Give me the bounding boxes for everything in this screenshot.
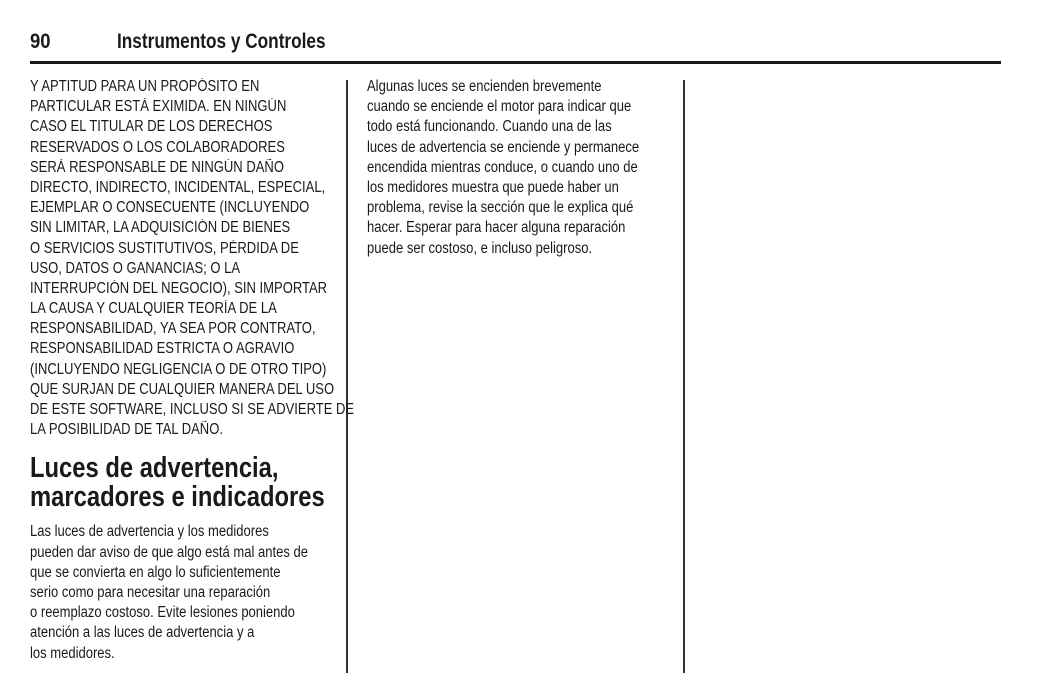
text-line: Algunas luces se encienden brevemente (367, 78, 602, 95)
text-line: DE ESTE SOFTWARE, INCLUSO SI SE ADVIERTE DE (30, 401, 355, 418)
text-line: INTERRUPCIÓN DEL NEGOCIO), SIN IMPORTAR (30, 279, 328, 297)
text-line: Y APTITUD PARA UN PROPÓSITO EN (30, 78, 260, 95)
text-line: encendida mientras conduce, o cuando uno de (367, 158, 638, 176)
text-line: los medidores muestra que puede haber un (367, 178, 619, 196)
intro-paragraph (30, 522, 416, 663)
text-line: hacer. Esperar para hacer alguna reparación (367, 219, 626, 237)
text-line: CASO EL TITULAR DE LOS DERECHOS (30, 118, 273, 136)
text-line: LA CAUSA Y CUALQUIER TEORÍA DE LA (30, 300, 277, 318)
text-line: USO, DATOS O GANANCIAS; O LA (30, 259, 241, 277)
text-line: SIN LIMITAR, LA ADQUISICIÓN DE BIENES (30, 219, 291, 237)
text-line: cuando se enciende el motor para indicar que (367, 98, 632, 116)
text-line: Las luces de advertencia y los medidores (30, 523, 269, 541)
text-line: QUE SURJAN DE CUALQUIER MANERA DEL USO (30, 380, 335, 398)
text-line: o reemplazo costoso. Evite lesiones poniendo (30, 604, 295, 622)
text-line: puede ser costoso, e incluso peligroso. (367, 239, 593, 257)
middle-paragraph (367, 77, 691, 259)
text-line: Luces de advertencia, (30, 452, 279, 485)
text-line: DIRECTO, INDIRECTO, INCIDENTAL, ESPECIAL, (30, 178, 326, 196)
text-line: LA POSIBILIDAD DE TAL DAÑO. (30, 421, 223, 439)
text-line: luces de advertencia se enciende y permanece (367, 138, 640, 156)
text-line: SERÁ RESPONSABLE DE NINGÚN DAÑO (30, 158, 284, 176)
text-line: marcadores e indicadores (30, 481, 325, 514)
text-line: que se convierta en algo lo suficientemente (30, 563, 281, 581)
text-line: pueden dar aviso de que algo está mal antes de (30, 543, 308, 561)
page-number: 90 (30, 30, 51, 53)
left-column (30, 77, 416, 664)
text-line: todo está funcionando. Cuando una de las (367, 118, 612, 136)
text-line: O SERVICIOS SUSTITUTIVOS, PÉRDIDA DE (30, 239, 299, 257)
section-heading (30, 454, 416, 512)
text-line: los medidores. (30, 644, 115, 662)
text-line: RESERVADOS O LOS COLABORADORES (30, 138, 285, 156)
text-line: (INCLUYENDO NEGLIGENCIA O DE OTRO TIPO) (30, 360, 327, 378)
text-line: PARTICULAR ESTÁ EXIMIDA. EN NINGÚN (30, 98, 287, 116)
header-rule (30, 61, 1001, 64)
text-line: atención a las luces de advertencia y a (30, 624, 255, 642)
text-line: problema, revise la sección que le explica qué (367, 199, 634, 217)
section-title: Instrumentos y Controles (117, 30, 326, 53)
text-line: serio como para necesitar una reparación (30, 583, 271, 601)
middle-column (367, 77, 691, 259)
legal-text (30, 77, 416, 440)
text-line: RESPONSABILIDAD ESTRICTA O AGRAVIO (30, 340, 295, 358)
text-line: RESPONSABILIDAD, YA SEA POR CONTRATO, (30, 320, 316, 338)
text-line: EJEMPLAR O CONSECUENTE (INCLUYENDO (30, 199, 310, 217)
